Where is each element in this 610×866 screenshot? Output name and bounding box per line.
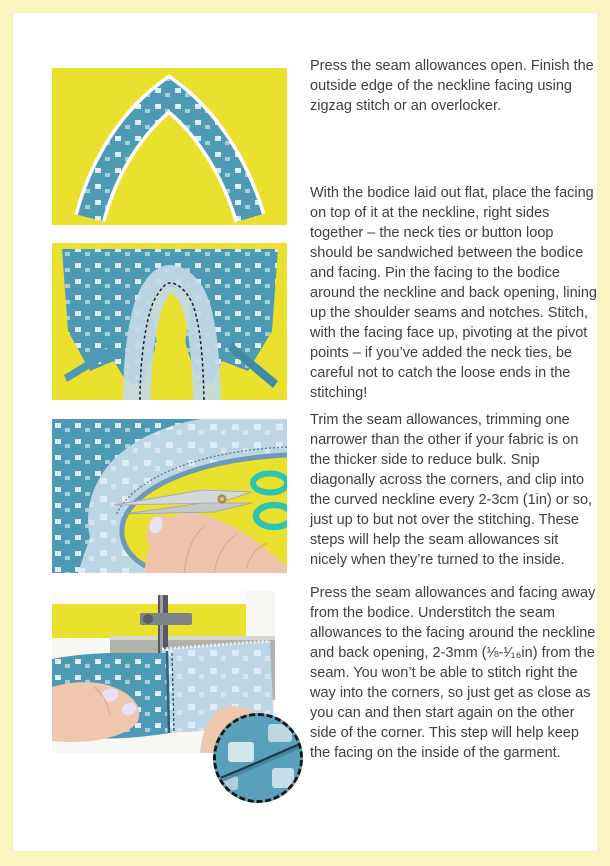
step2-photo-facing-pinned (52, 243, 287, 400)
step3-photo-clipping-neckline (52, 419, 287, 573)
step1-photo-neckline-facing (52, 68, 287, 225)
step3-instructions: Trim the seam allowances, trimming one narrower than the other if your fabric is on the thicker side to reduce bulk. Snip diagonally across the corners, and clip into the curved neckline every 2-3cm (1in) or so, just up to but not over the stitching. These steps will help the seam allowances sit nicely when they’re turned to the inside. (310, 412, 593, 568)
machine-pillar (246, 591, 275, 641)
magnifier-inset-circle (213, 713, 303, 803)
step4-instructions: Press the seam allowances and facing away from the bodice. Understitch the seam allowances to the facing around the neckline and back opening, 2-3mm (⅛-¹⁄₁₆in) from the seam. You won’t be able to stitch right the way into the corners, so just get as close as you can and then start again on the other side of the corner. This step will help keep the facing on the inside of the garment. (310, 585, 596, 761)
step2-instructions: With the bodice laid out flat, place the facing on top of it at the neckline, right sides together – the neck ties or button loop should be sandwiched between the bodice and facing. Pin the facing to the bodice around the neckline and back opening, lining up the shoulder seams and notches. Stitch, with the facing face up, pivoting at the pivot points – if you’ve added the neck ties, be careful not to catch the loose ends in the stitching! (310, 185, 597, 401)
step1-instructions: Press the seam allowances open. Finish the outside edge of the neckline facing using zigzag stitch or an overlocker. (310, 58, 594, 114)
